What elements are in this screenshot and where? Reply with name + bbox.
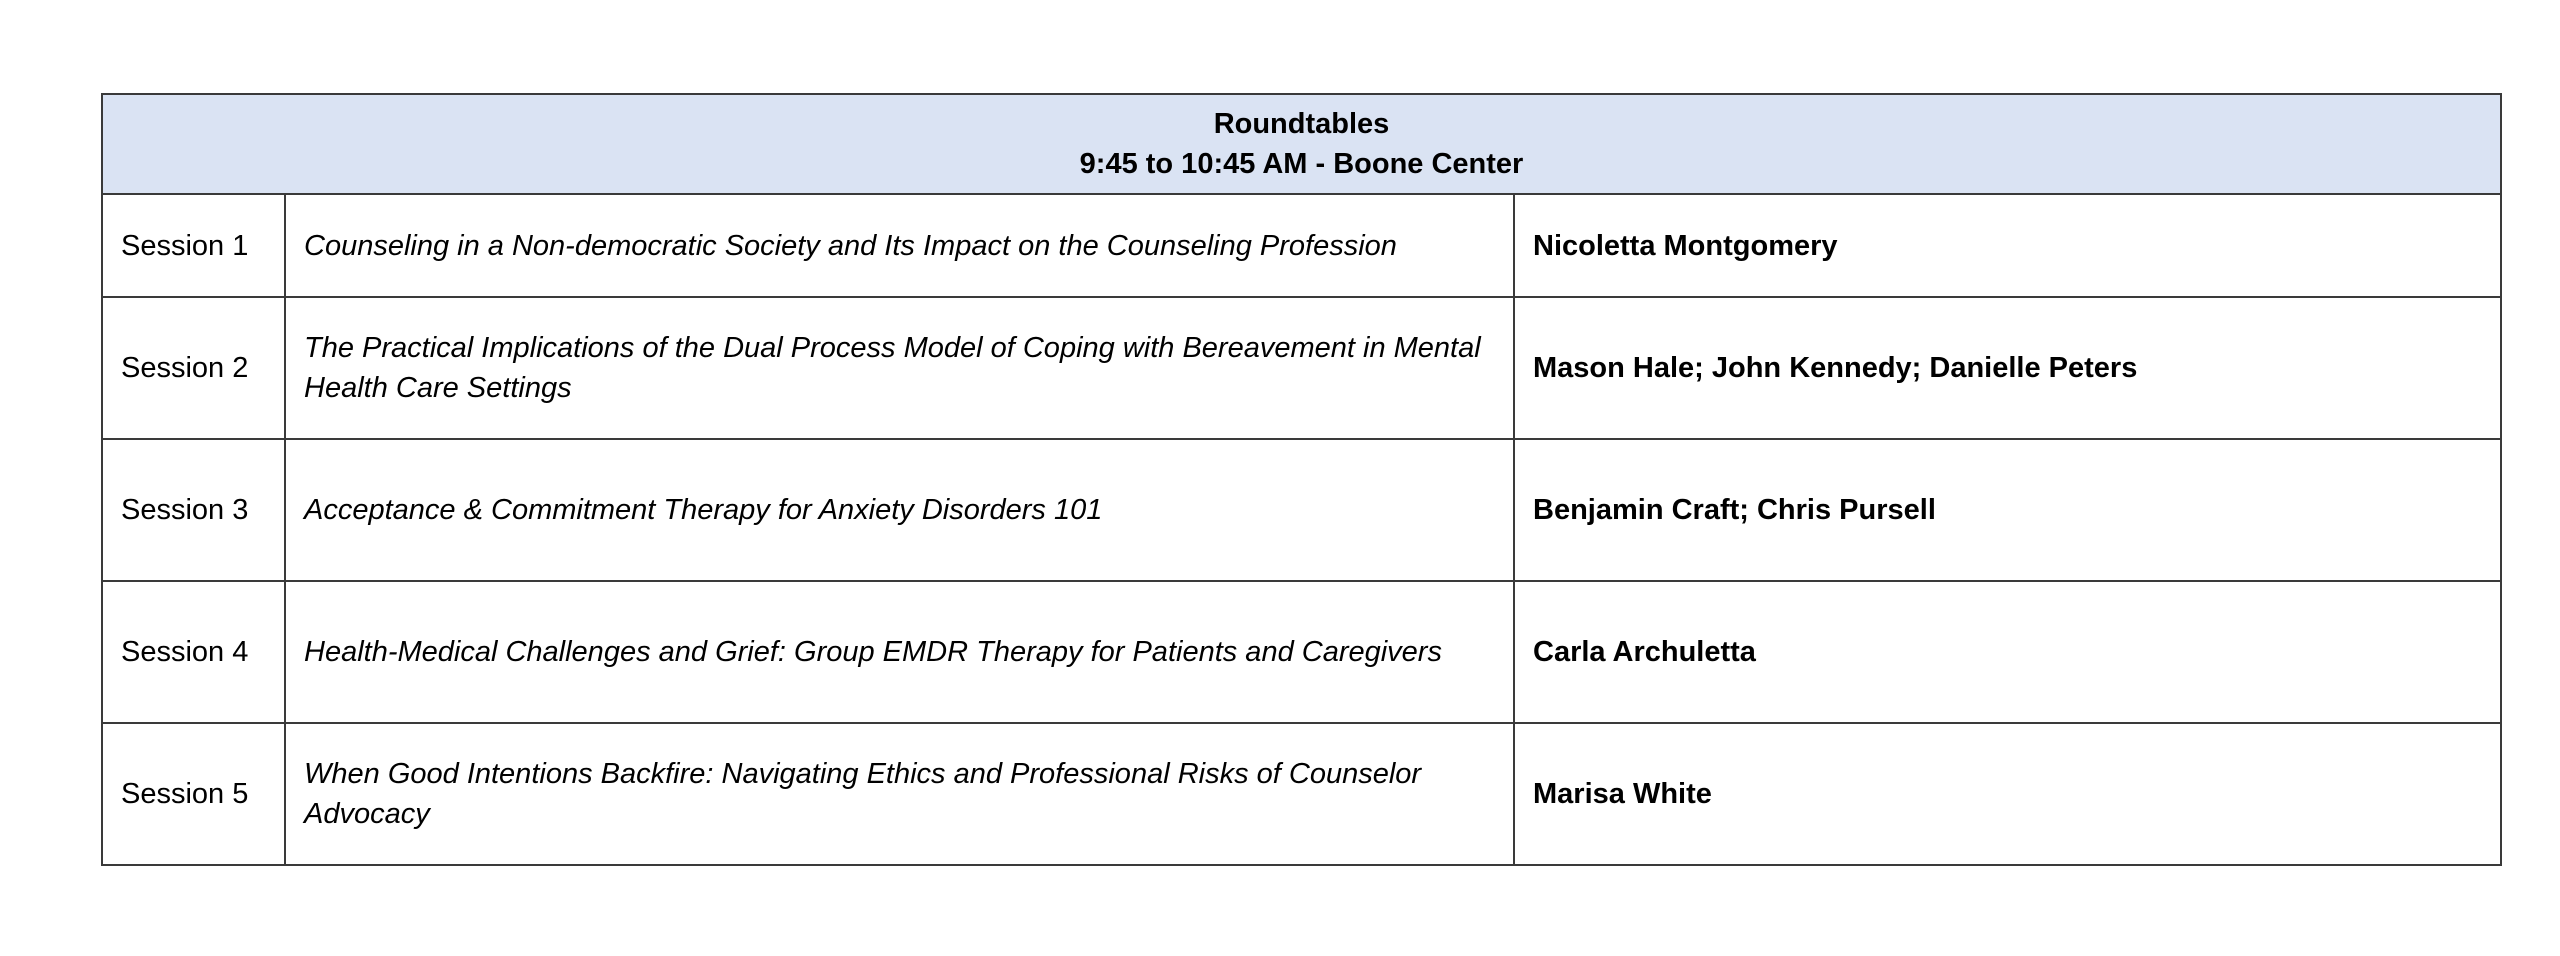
session-label: Session 1 [102,194,285,297]
session-title: When Good Intentions Backfire: Navigating Ethics and Professional Risks of Counselor Advocacy [285,723,1514,865]
table-header-row [102,94,2501,194]
table-header [102,94,2501,194]
session-label: Session 2 [102,297,285,439]
session-presenters: Nicoletta Montgomery [1514,194,2501,297]
session-label: Session 5 [102,723,285,865]
table-row [102,581,2501,723]
table-row [102,297,2501,439]
session-label: Session 3 [102,439,285,581]
session-presenters: Benjamin Craft; Chris Pursell [1514,439,2501,581]
header-subtitle: 9:45 to 10:45 AM - Boone Center [1079,148,1524,180]
table-row [102,723,2501,865]
session-label: Session 4 [102,581,285,723]
table-row [102,194,2501,297]
session-title: Acceptance & Commitment Therapy for Anxiety Disorders 101 [285,439,1514,581]
session-presenters: Carla Archuletta [1514,581,2501,723]
header-title: Roundtables [1213,108,1390,140]
session-title: Counseling in a Non-democratic Society and Its Impact on the Counseling Profession [285,194,1514,297]
roundtables-schedule-table [101,93,2502,866]
session-presenters: Mason Hale; John Kennedy; Danielle Peters [1514,297,2501,439]
session-title: Health-Medical Challenges and Grief: Group EMDR Therapy for Patients and Caregivers [285,581,1514,723]
session-title: The Practical Implications of the Dual Process Model of Coping with Bereavement in Mental Health Care Settings [285,297,1514,439]
session-presenters: Marisa White [1514,723,2501,865]
table-row [102,439,2501,581]
